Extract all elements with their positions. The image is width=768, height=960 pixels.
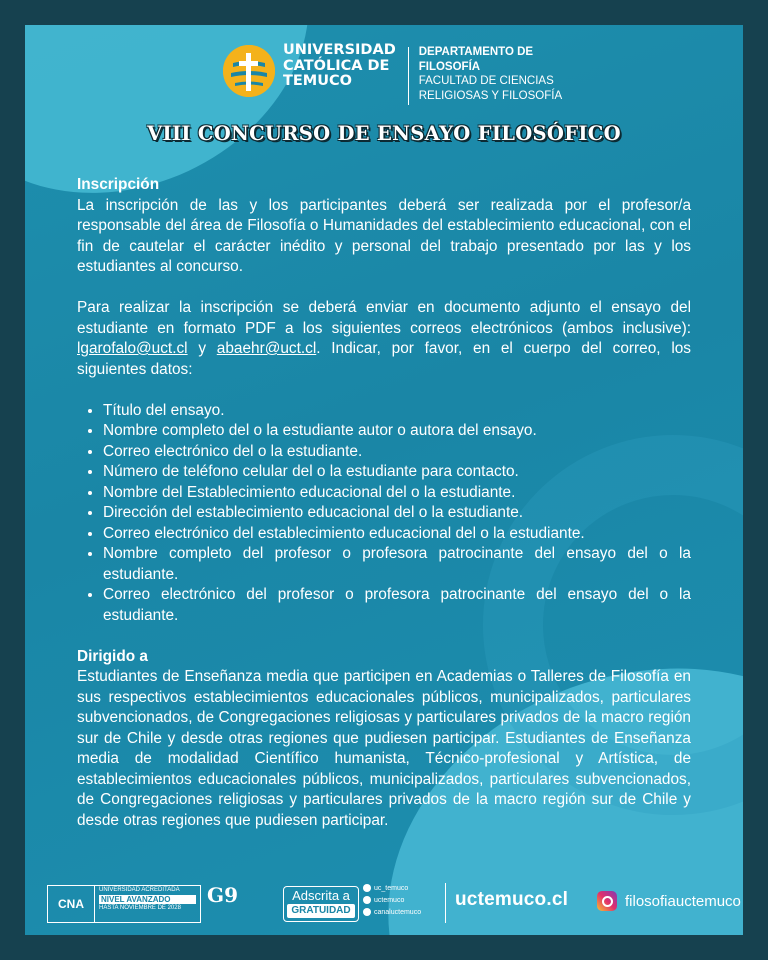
instagram-icon — [597, 891, 617, 911]
email-link-baehr[interactable]: abaehr@uct.cl — [216, 340, 317, 357]
list-item: • Dirección del establecimiento educacional del o la estudiante. — [103, 503, 691, 524]
instagram-handle: filosofiauctemuco — [625, 892, 741, 910]
university-name — [283, 43, 396, 90]
list-item: • Correo electrónico del establecimiento educacional del o la estudiante. — [103, 524, 691, 545]
list-item: • Título del ensayo. — [103, 401, 691, 422]
university-name-line: CATÓLICA DE — [283, 57, 390, 74]
required-data-list — [77, 401, 691, 627]
department-name: DEPARTAMENTO DE — [418, 46, 534, 58]
cna-logo: CNA — [48, 886, 95, 922]
social-handles — [363, 883, 421, 919]
dirigido-paragraph: Estudiantes de Enseñanza media que participen en Academias o Talleres de Filosofía en sus respectivos establecimientos educacionales públicos, municipalizados, particulares subvencionados, de Congregaciones religiosas y particulares privados de la macro región sur de Chile y desde otras regiones que pudiesen participar. Estudiantes de Enseñanza media de modalidad Científico humanista, Técnico-profesional y Artística, de establecimientos educacionales públicos, municipalizados, particulares subvencionados, de Congregaciones religiosas y particulares privados de la macro región sur de Chile y desde otras regiones que pudiesen participar. — [77, 668, 691, 829]
social-handle: uc_temuco — [374, 885, 409, 892]
social-link-twitter[interactable] — [363, 883, 421, 895]
accreditation-level: NIVEL AVANZADO — [99, 895, 196, 904]
text-span: y — [187, 340, 217, 357]
section-heading-inscripcion: Inscripción — [77, 176, 160, 193]
section-heading-dirigido: Dirigido a — [77, 647, 148, 665]
social-handle: canaluctemuco — [374, 909, 422, 916]
university-name-line: TEMUCO — [283, 73, 352, 89]
list-item: • Correo electrónico del o la estudiante. — [103, 442, 691, 463]
list-item: • Nombre completo del profesor o profesora patrocinante del ensayo del o la estudiante. — [103, 544, 691, 585]
faculty-name: FACULTAD DE CIENCIAS — [418, 75, 554, 87]
list-item: • Nombre completo del o la estudiante autor o autora del ensayo. — [103, 421, 691, 442]
footer — [47, 883, 741, 925]
social-link-youtube[interactable] — [363, 907, 421, 919]
social-link-instagram[interactable] — [363, 895, 421, 907]
instagram-link[interactable] — [597, 891, 741, 911]
social-handle: uctemuco — [374, 897, 405, 904]
university-logo-icon — [223, 45, 275, 97]
accreditation-label: UNIVERSIDAD ACREDITADA — [99, 887, 180, 893]
inscripcion-paragraph: La inscripción de las y los participantes deberá ser realizada por el profesor/a responsable del área de Filosofía o Humanidades del establecimiento educacional, con el fin de cautelar el carácter inédito y personal del trabajo presentado por las y los estudiantes al concurso. — [77, 196, 691, 275]
email-link-garofalo[interactable]: lgarofalo@uct.cl — [77, 340, 188, 357]
gratuidad-value: GRATUIDAD — [287, 904, 355, 918]
accreditation-date: HASTA NOVIEMBRE DE 2028 — [99, 905, 181, 911]
page-title: VIII CONCURSO DE ENSAYO FILOSÓFICO — [147, 122, 621, 145]
social-icon — [363, 896, 371, 904]
social-icon — [363, 884, 371, 892]
list-item: • Correo electrónico del profesor o profesora patrocinante del ensayo del o la estudiante. — [103, 585, 691, 626]
social-icon — [363, 908, 371, 916]
list-item: • Nombre del Establecimiento educacional del o la estudiante. — [103, 483, 691, 504]
gratuidad-badge — [283, 886, 359, 922]
inscripcion-paragraph-emails — [77, 298, 691, 380]
g9-logo — [207, 885, 269, 905]
accreditation-text — [95, 886, 200, 922]
g9-label: G9 — [207, 883, 238, 907]
gratuidad-label: Adscrita a — [292, 888, 350, 903]
text-span: Para realizar la inscripción se deberá enviar en documento adjunto el ensayo del estudiante en formato PDF a los siguientes correos electrónicos (ambos inclusive): — [77, 299, 691, 337]
poster-panel — [25, 25, 743, 935]
university-name-line: UNIVERSIDAD — [283, 42, 396, 58]
main-content — [77, 175, 691, 831]
header-divider — [408, 47, 409, 105]
list-item: • Número de teléfono celular del o la estudiante para contacto. — [103, 462, 691, 483]
website-link[interactable]: uctemuco.cl — [455, 889, 569, 910]
text-span: . Indicar, por favor, en el cuerpo del correo, los siguientes datos: — [77, 340, 691, 378]
footer-divider — [445, 883, 446, 923]
department-block — [419, 45, 562, 103]
department-name: FILOSOFÍA — [418, 60, 481, 73]
faculty-name: RELIGIOSAS Y FILOSOFÍA — [418, 89, 563, 102]
accreditation-badge — [47, 885, 201, 923]
header — [223, 43, 563, 111]
